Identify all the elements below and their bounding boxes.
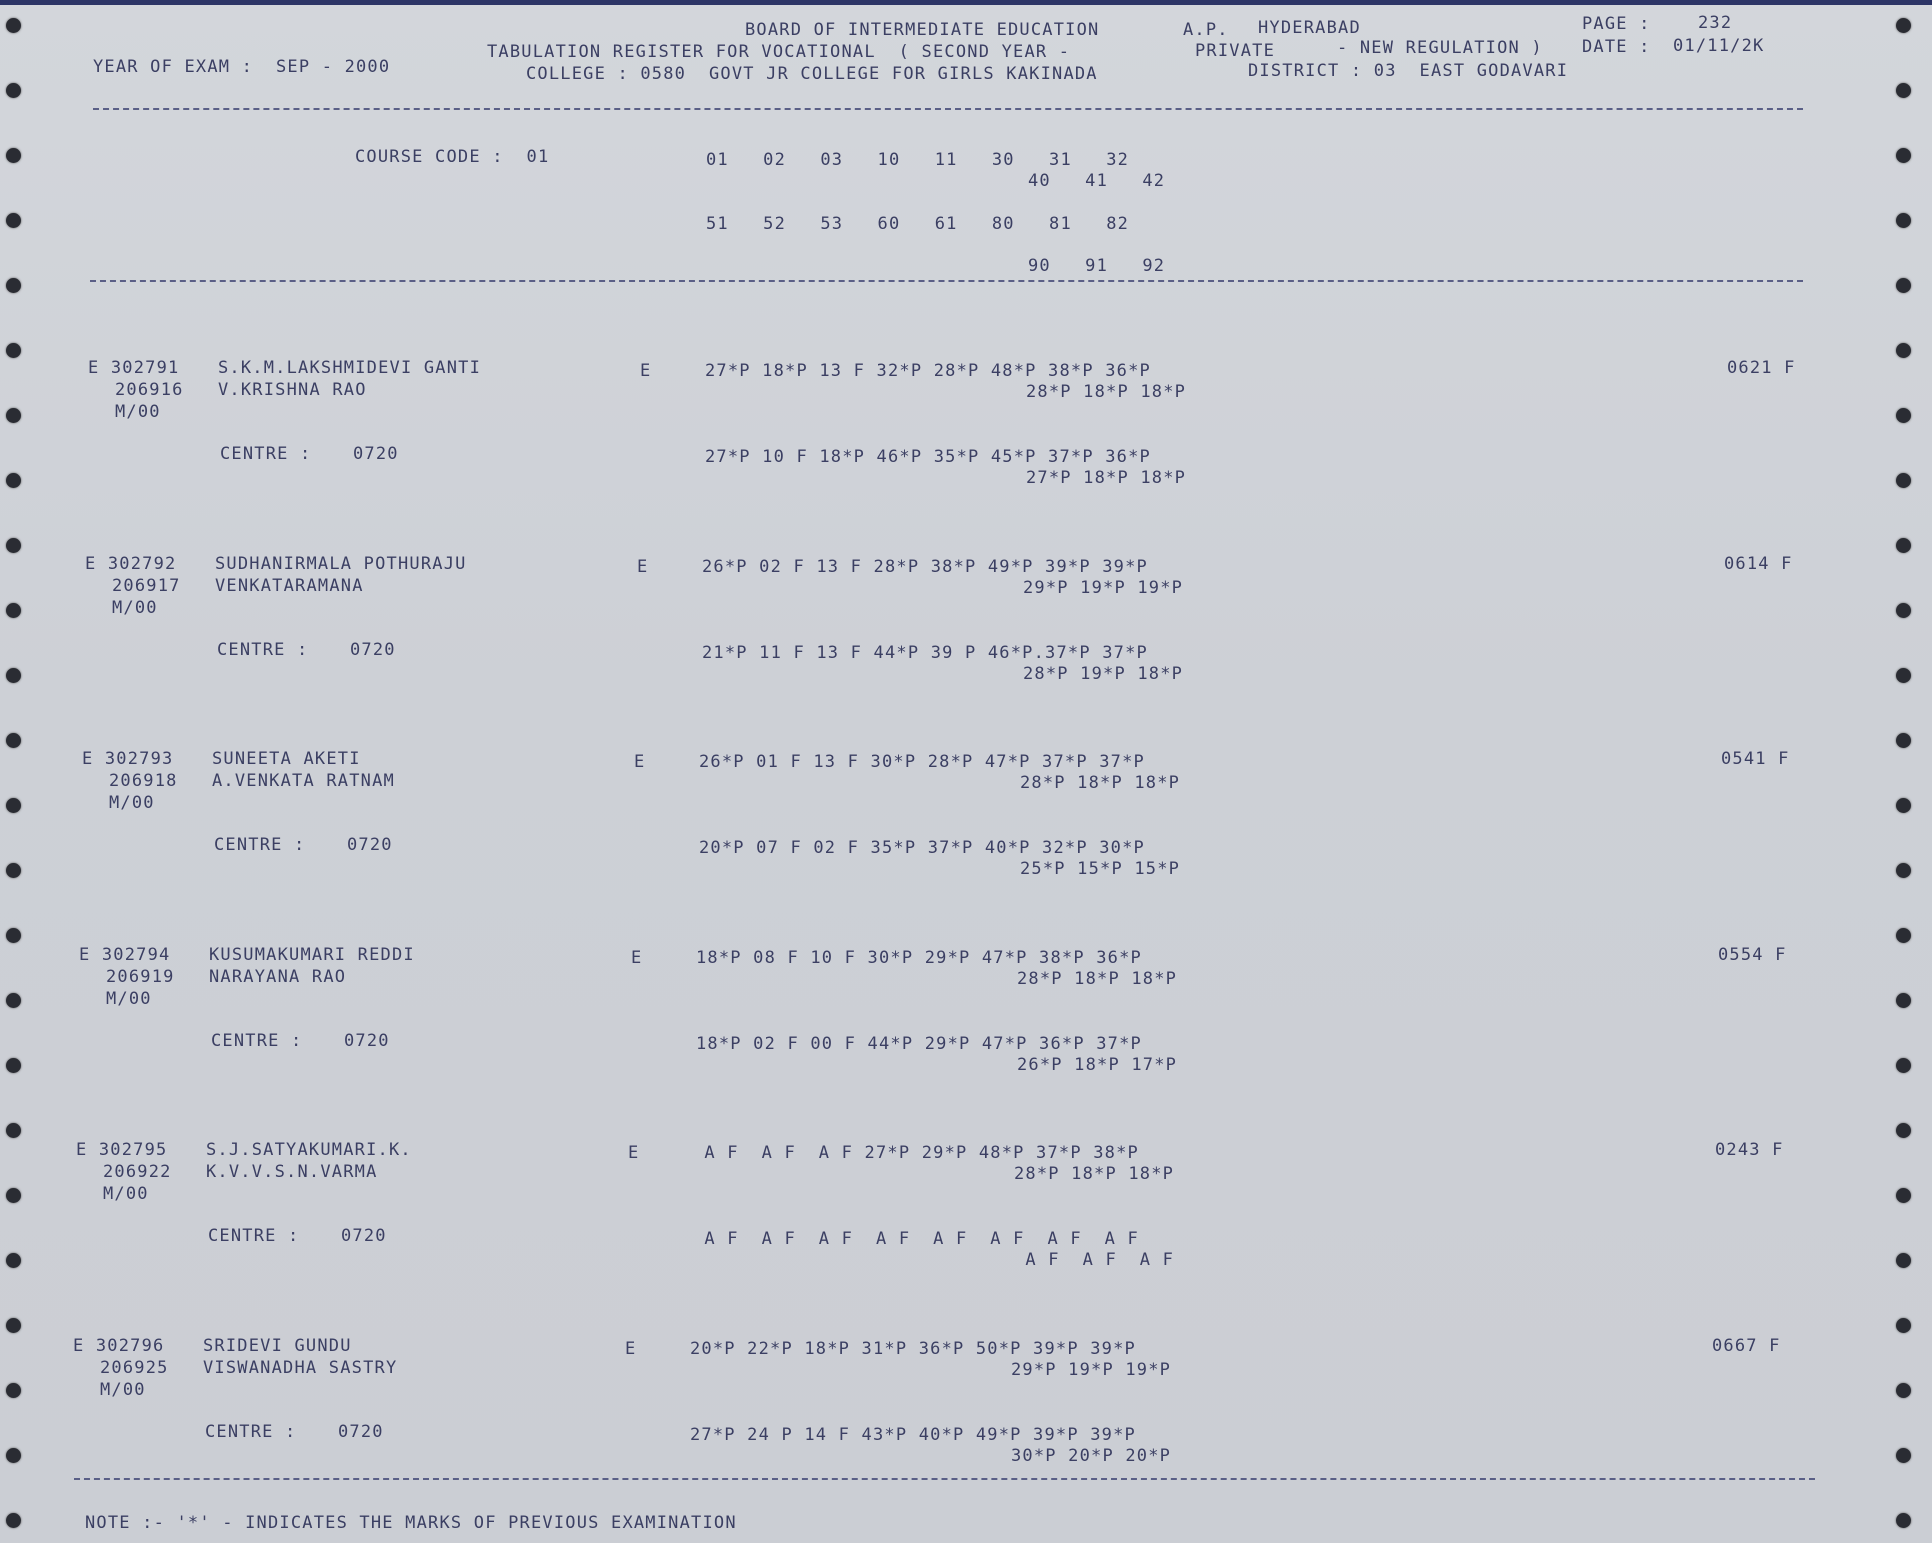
feed-hole xyxy=(1896,343,1911,358)
total-result: 0554 F xyxy=(1718,944,1787,965)
feed-hole xyxy=(6,343,21,358)
feed-hole xyxy=(6,1318,21,1333)
student-roll-number: E 302795 xyxy=(76,1140,168,1160)
total-result: 0621 F xyxy=(1727,358,1796,378)
medium-code: E xyxy=(625,1338,637,1359)
marks-previous: 20*P 07 F 02 F 35*P 37*P 40*P 32*P 30*P xyxy=(699,838,1145,858)
student-id: 206916 xyxy=(115,380,184,400)
student-roll-number: E 302796 xyxy=(73,1335,165,1356)
total-result: 0541 F xyxy=(1721,749,1790,769)
centre-label: CENTRE : xyxy=(217,639,309,660)
centre-code: 0720 xyxy=(338,1421,384,1442)
marks-current: 26*P 01 F 13 F 30*P 28*P 47*P 37*P 37*P xyxy=(699,752,1145,772)
course-subjects-row1b: 40 41 42 xyxy=(1028,171,1166,191)
course-subjects-row1: 01 02 03 10 11 30 31 32 xyxy=(706,150,1130,170)
centre-label: CENTRE : xyxy=(205,1421,297,1442)
college-info: COLLEGE : 0580 GOVT JR COLLEGE FOR GIRLS KAKINADA xyxy=(526,64,1098,84)
total-result: 0614 F xyxy=(1724,553,1793,574)
total-result: 0667 F xyxy=(1712,1335,1781,1356)
left-tractor-feed-holes xyxy=(6,0,28,1543)
medium-code: E xyxy=(631,947,643,968)
feed-hole xyxy=(1896,1188,1911,1203)
course-subjects-row2b: 90 91 92 xyxy=(1028,256,1166,276)
course-subjects-row2: 51 52 53 60 61 80 81 82 xyxy=(706,214,1130,234)
exam-mode: PRIVATE xyxy=(1195,41,1276,61)
feed-hole xyxy=(1896,1448,1911,1463)
feed-hole xyxy=(1896,83,1911,98)
student-code: M/00 xyxy=(112,597,158,618)
student-code: M/00 xyxy=(115,402,161,422)
marks-current-extra: 28*P 18*P 18*P xyxy=(1014,1164,1175,1184)
board-name: BOARD OF INTERMEDIATE EDUCATION xyxy=(745,20,1100,40)
page-number: 232 xyxy=(1698,13,1733,33)
student-id: 206925 xyxy=(100,1357,169,1378)
feed-hole xyxy=(1896,1513,1911,1528)
student-code: M/00 xyxy=(109,793,155,813)
parent-name: A.VENKATA RATNAM xyxy=(212,771,395,791)
feed-hole xyxy=(6,603,21,618)
feed-hole xyxy=(1896,798,1911,813)
feed-hole xyxy=(1896,538,1911,553)
feed-hole xyxy=(6,733,21,748)
marks-previous-extra: 30*P 20*P 20*P xyxy=(1011,1445,1172,1466)
student-name: SRIDEVI GUNDU xyxy=(203,1335,352,1356)
marks-previous-extra: 26*P 18*P 17*P xyxy=(1017,1054,1178,1075)
state-abbrev: A.P. xyxy=(1183,20,1229,40)
centre-code: 0720 xyxy=(353,444,399,464)
marks-current-extra: 28*P 18*P 18*P xyxy=(1017,968,1178,989)
year-of-exam: YEAR OF EXAM : SEP - 2000 xyxy=(93,57,391,77)
top-edge-bar xyxy=(0,0,1932,5)
register-title: TABULATION REGISTER FOR VOCATIONAL ( SECOND YEAR - xyxy=(487,42,1071,62)
total-result: 0243 F xyxy=(1715,1140,1784,1160)
marks-current: 20*P 22*P 18*P 31*P 36*P 50*P 39*P 39*P xyxy=(690,1338,1136,1359)
course-rule xyxy=(90,280,1803,282)
centre-label: CENTRE : xyxy=(211,1030,303,1051)
feed-hole xyxy=(1896,1058,1911,1073)
marks-previous: 27*P 10 F 18*P 46*P 35*P 45*P 37*P 36*P xyxy=(705,447,1151,467)
marks-current: 26*P 02 F 13 F 28*P 38*P 49*P 39*P 39*P xyxy=(702,556,1148,577)
feed-hole xyxy=(6,148,21,163)
feed-hole xyxy=(1896,278,1911,293)
marks-current-extra: 28*P 18*P 18*P xyxy=(1020,773,1181,793)
feed-hole xyxy=(1896,408,1911,423)
marks-previous-extra: 27*P 18*P 18*P xyxy=(1026,468,1187,488)
marks-previous: 21*P 11 F 13 F 44*P 39 P 46*P.37*P 37*P xyxy=(702,642,1148,663)
marks-previous: A F A F A F A F A F A F A F A F xyxy=(693,1229,1139,1249)
feed-hole xyxy=(1896,928,1911,943)
feed-hole xyxy=(6,863,21,878)
student-roll-number: E 302794 xyxy=(79,944,171,965)
student-code: M/00 xyxy=(106,988,152,1009)
parent-name: V.KRISHNA RAO xyxy=(218,380,367,400)
centre-label: CENTRE : xyxy=(220,444,312,464)
marks-previous-extra: 25*P 15*P 15*P xyxy=(1020,859,1181,879)
marks-current-extra: 29*P 19*P 19*P xyxy=(1023,577,1184,598)
feed-hole xyxy=(6,668,21,683)
parent-name: VISWANADHA SASTRY xyxy=(203,1357,398,1378)
student-id: 206919 xyxy=(106,966,175,987)
medium-code: E xyxy=(634,752,646,772)
student-roll-number: E 302792 xyxy=(85,553,177,574)
feed-hole xyxy=(6,993,21,1008)
medium-code: E xyxy=(628,1143,640,1163)
marks-current-extra: 29*P 19*P 19*P xyxy=(1011,1359,1172,1380)
feed-hole xyxy=(6,473,21,488)
marks-current: 18*P 08 F 10 F 30*P 29*P 47*P 38*P 36*P xyxy=(696,947,1142,968)
feed-hole xyxy=(1896,733,1911,748)
student-id: 206917 xyxy=(112,575,181,596)
right-tractor-feed-holes xyxy=(1896,0,1918,1543)
feed-hole xyxy=(6,1188,21,1203)
feed-hole xyxy=(1896,668,1911,683)
parent-name: VENKATARAMANA xyxy=(215,575,364,596)
regulation: - NEW REGULATION ) xyxy=(1337,38,1543,58)
student-name: SUDHANIRMALA POTHURAJU xyxy=(215,553,467,574)
student-name: KUSUMAKUMARI REDDI xyxy=(209,944,415,965)
page-label: PAGE : xyxy=(1582,14,1651,34)
centre-code: 0720 xyxy=(344,1030,390,1051)
feed-hole xyxy=(1896,473,1911,488)
student-name: SUNEETA AKETI xyxy=(212,749,361,769)
centre-label: CENTRE : xyxy=(208,1226,300,1246)
feed-hole xyxy=(6,213,21,228)
centre-label: CENTRE : xyxy=(214,835,306,855)
date-value: 01/11/2K xyxy=(1673,36,1765,56)
feed-hole xyxy=(6,1448,21,1463)
marks-current: A F A F A F 27*P 29*P 48*P 37*P 38*P xyxy=(693,1143,1139,1163)
student-code: M/00 xyxy=(100,1379,146,1400)
feed-hole xyxy=(6,928,21,943)
district-info: DISTRICT : 03 EAST GODAVARI xyxy=(1248,61,1569,81)
centre-code: 0720 xyxy=(341,1226,387,1246)
centre-code: 0720 xyxy=(350,639,396,660)
centre-code: 0720 xyxy=(347,835,393,855)
student-id: 206922 xyxy=(103,1162,172,1182)
feed-hole xyxy=(1896,1123,1911,1138)
date-label: DATE : xyxy=(1582,37,1651,57)
feed-hole xyxy=(1896,863,1911,878)
student-name: S.K.M.LAKSHMIDEVI GANTI xyxy=(218,358,482,378)
feed-hole xyxy=(6,798,21,813)
student-roll-number: E 302793 xyxy=(82,749,174,769)
marks-previous-extra: A F A F A F xyxy=(1014,1250,1175,1270)
feed-hole xyxy=(1896,993,1911,1008)
marks-current: 27*P 18*P 13 F 32*P 28*P 48*P 38*P 36*P xyxy=(705,361,1151,381)
medium-code: E xyxy=(637,556,649,577)
course-code: COURSE CODE : 01 xyxy=(355,147,550,167)
marks-previous: 27*P 24 P 14 F 43*P 40*P 49*P 39*P 39*P xyxy=(690,1424,1136,1445)
feed-hole xyxy=(6,1123,21,1138)
student-code: M/00 xyxy=(103,1184,149,1204)
parent-name: K.V.V.S.N.VARMA xyxy=(206,1162,378,1182)
footer-rule xyxy=(74,1478,1815,1480)
feed-hole xyxy=(6,538,21,553)
student-roll-number: E 302791 xyxy=(88,358,180,378)
feed-hole xyxy=(6,83,21,98)
feed-hole xyxy=(1896,213,1911,228)
feed-hole xyxy=(6,1253,21,1268)
student-name: S.J.SATYAKUMARI.K. xyxy=(206,1140,412,1160)
feed-hole xyxy=(6,1513,21,1528)
feed-hole xyxy=(6,278,21,293)
student-id: 206918 xyxy=(109,771,178,791)
feed-hole xyxy=(1896,1318,1911,1333)
feed-hole xyxy=(6,408,21,423)
medium-code: E xyxy=(640,361,652,381)
feed-hole xyxy=(1896,1253,1911,1268)
feed-hole xyxy=(1896,148,1911,163)
marks-previous: 18*P 02 F 00 F 44*P 29*P 47*P 36*P 37*P xyxy=(696,1033,1142,1054)
footnote: NOTE :- '*' - INDICATES THE MARKS OF PREVIOUS EXAMINATION xyxy=(85,1513,737,1533)
feed-hole xyxy=(6,1058,21,1073)
header-rule xyxy=(93,108,1803,110)
feed-hole xyxy=(6,1383,21,1398)
marks-previous-extra: 28*P 19*P 18*P xyxy=(1023,663,1184,684)
feed-hole xyxy=(1896,18,1911,33)
marks-current-extra: 28*P 18*P 18*P xyxy=(1026,382,1187,402)
parent-name: NARAYANA RAO xyxy=(209,966,347,987)
feed-hole xyxy=(1896,603,1911,618)
feed-hole xyxy=(6,18,21,33)
city-name: HYDERABAD xyxy=(1258,18,1361,38)
feed-hole xyxy=(1896,1383,1911,1398)
